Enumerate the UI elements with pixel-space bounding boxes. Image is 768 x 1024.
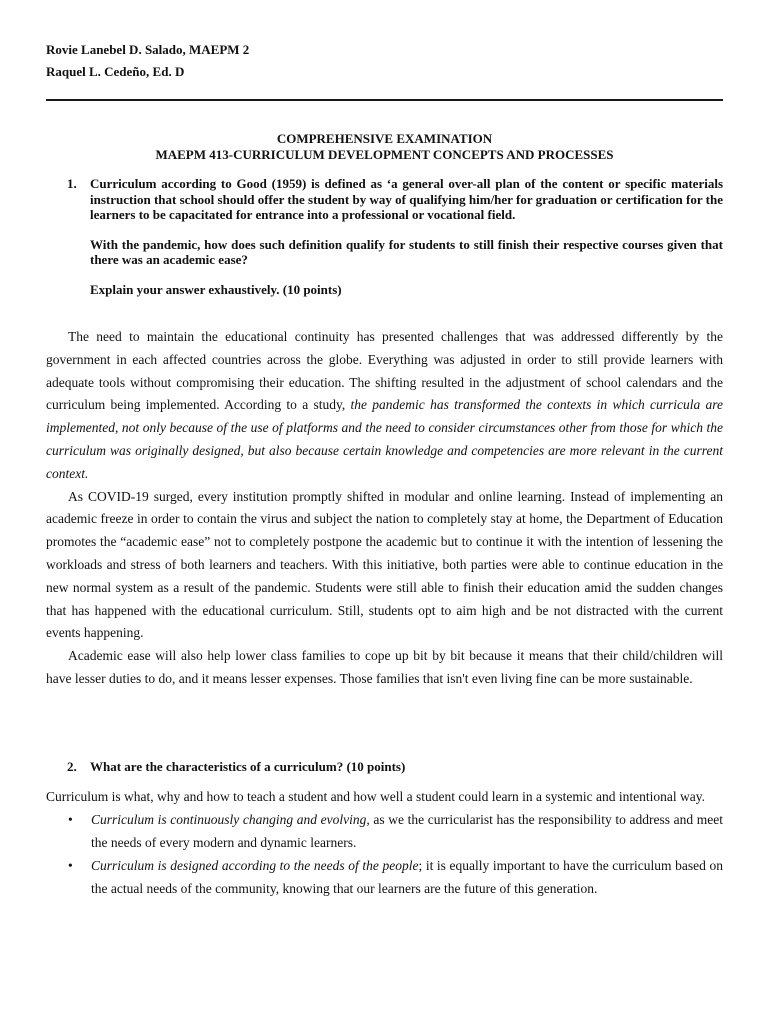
- answer-1-paragraph-1-text: The need to maintain the educational continuity has presented challenges that was addressed differently by the government in each affected countries across the globe. Everything was adjusted in order to still provide learners with adequate tools without compromising their education. The shifting resulted in the adjustment of school calendars and the curriculum being implemented. According to a study,: [46, 329, 723, 413]
- answer-1: [46, 326, 723, 691]
- list-item: [46, 854, 723, 900]
- answer-2: [46, 785, 723, 900]
- bullet-icon: •: [68, 812, 73, 827]
- question-2-text: What are the characteristics of a curriculum? (10 points): [90, 759, 406, 774]
- answer-1-paragraph-3: Academic ease will also help lower class families to cope up bit by bit because it means that their child/children will have lesser duties to do, and it means lesser expenses. Those families that isn't even living fine can be more sustainable.: [46, 648, 723, 686]
- answer-1-paragraph-1-quote: the pandemic has transformed the contexts in which curricula are implemented, not only because of the use of platforms and the need to consider circumstances other from those for which the curriculum was originally designed, but also because certain knowledge and competencies are more relevant in the current context.: [46, 397, 723, 481]
- author-name-2: Raquel L. Cedeño, Ed. D: [46, 64, 185, 79]
- title-line-2: MAEPM 413-CURRICULUM DEVELOPMENT CONCEPTS AND PROCESSES: [155, 147, 614, 162]
- question-1: [67, 176, 723, 297]
- question-1-number: 1.: [67, 176, 77, 191]
- question-1-definition: Curriculum according to Good (1959) is defined as ‘a general over-all plan of the content or specific materials instruction that school should offer the student by way of qualifying him/her for graduation or certification for the learners to be capacitated for entrance into a professional or vocational field.: [90, 176, 723, 222]
- list-item: [46, 808, 723, 854]
- answer-1-paragraph-1: [46, 326, 723, 486]
- question-2-number: 2.: [67, 759, 77, 774]
- list-item-emphasis: Curriculum is designed according to the needs of the people: [91, 858, 419, 873]
- bullet-icon: •: [68, 858, 73, 873]
- header-divider: [46, 99, 723, 101]
- question-1-instruction: Explain your answer exhaustively. (10 points): [90, 281, 342, 297]
- author-name-1: Rovie Lanebel D. Salado, MAEPM 2: [46, 42, 250, 57]
- document-title: [46, 131, 723, 163]
- question-2: [67, 758, 723, 776]
- list-item-text: as we the curricularist has the responsibility to address and meet the needs of every modern and dynamic learners.: [91, 812, 723, 850]
- list-item-emphasis: Curriculum is continuously changing and evolving,: [91, 812, 370, 827]
- author-block: [46, 39, 249, 83]
- characteristics-list: [46, 808, 723, 900]
- question-1-prompt: With the pandemic, how does such definition qualify for students to still finish their respective courses given that there was an academic ease?: [90, 236, 723, 267]
- answer-1-paragraph-2: As COVID-19 surged, every institution promptly shifted in modular and online learning. Instead of implementing an academic freeze in order to contain the virus and subject the nation to completely stay at home, the Department of Education promotes the “academic ease” not to completely postpone the academic but to continue it with the intention of lessening the workloads and stress of both learners and teachers. With this initiative, both parties were able to continue education in the new normal system as a result of the pandemic. Students were still able to finish their education amid the sudden changes that has happened with the educational curriculum. Still, students opt to aim high and be not distracted with the current events happening.: [46, 488, 723, 641]
- title-line-1: COMPREHENSIVE EXAMINATION: [276, 131, 493, 146]
- list-item-text: ; it is equally important to have the curriculum based on the actual needs of the community, knowing that our learners are the future of this generation.: [91, 858, 723, 896]
- answer-2-intro: Curriculum is what, why and how to teach a student and how well a student could learn in a systemic and intentional way.: [46, 789, 705, 804]
